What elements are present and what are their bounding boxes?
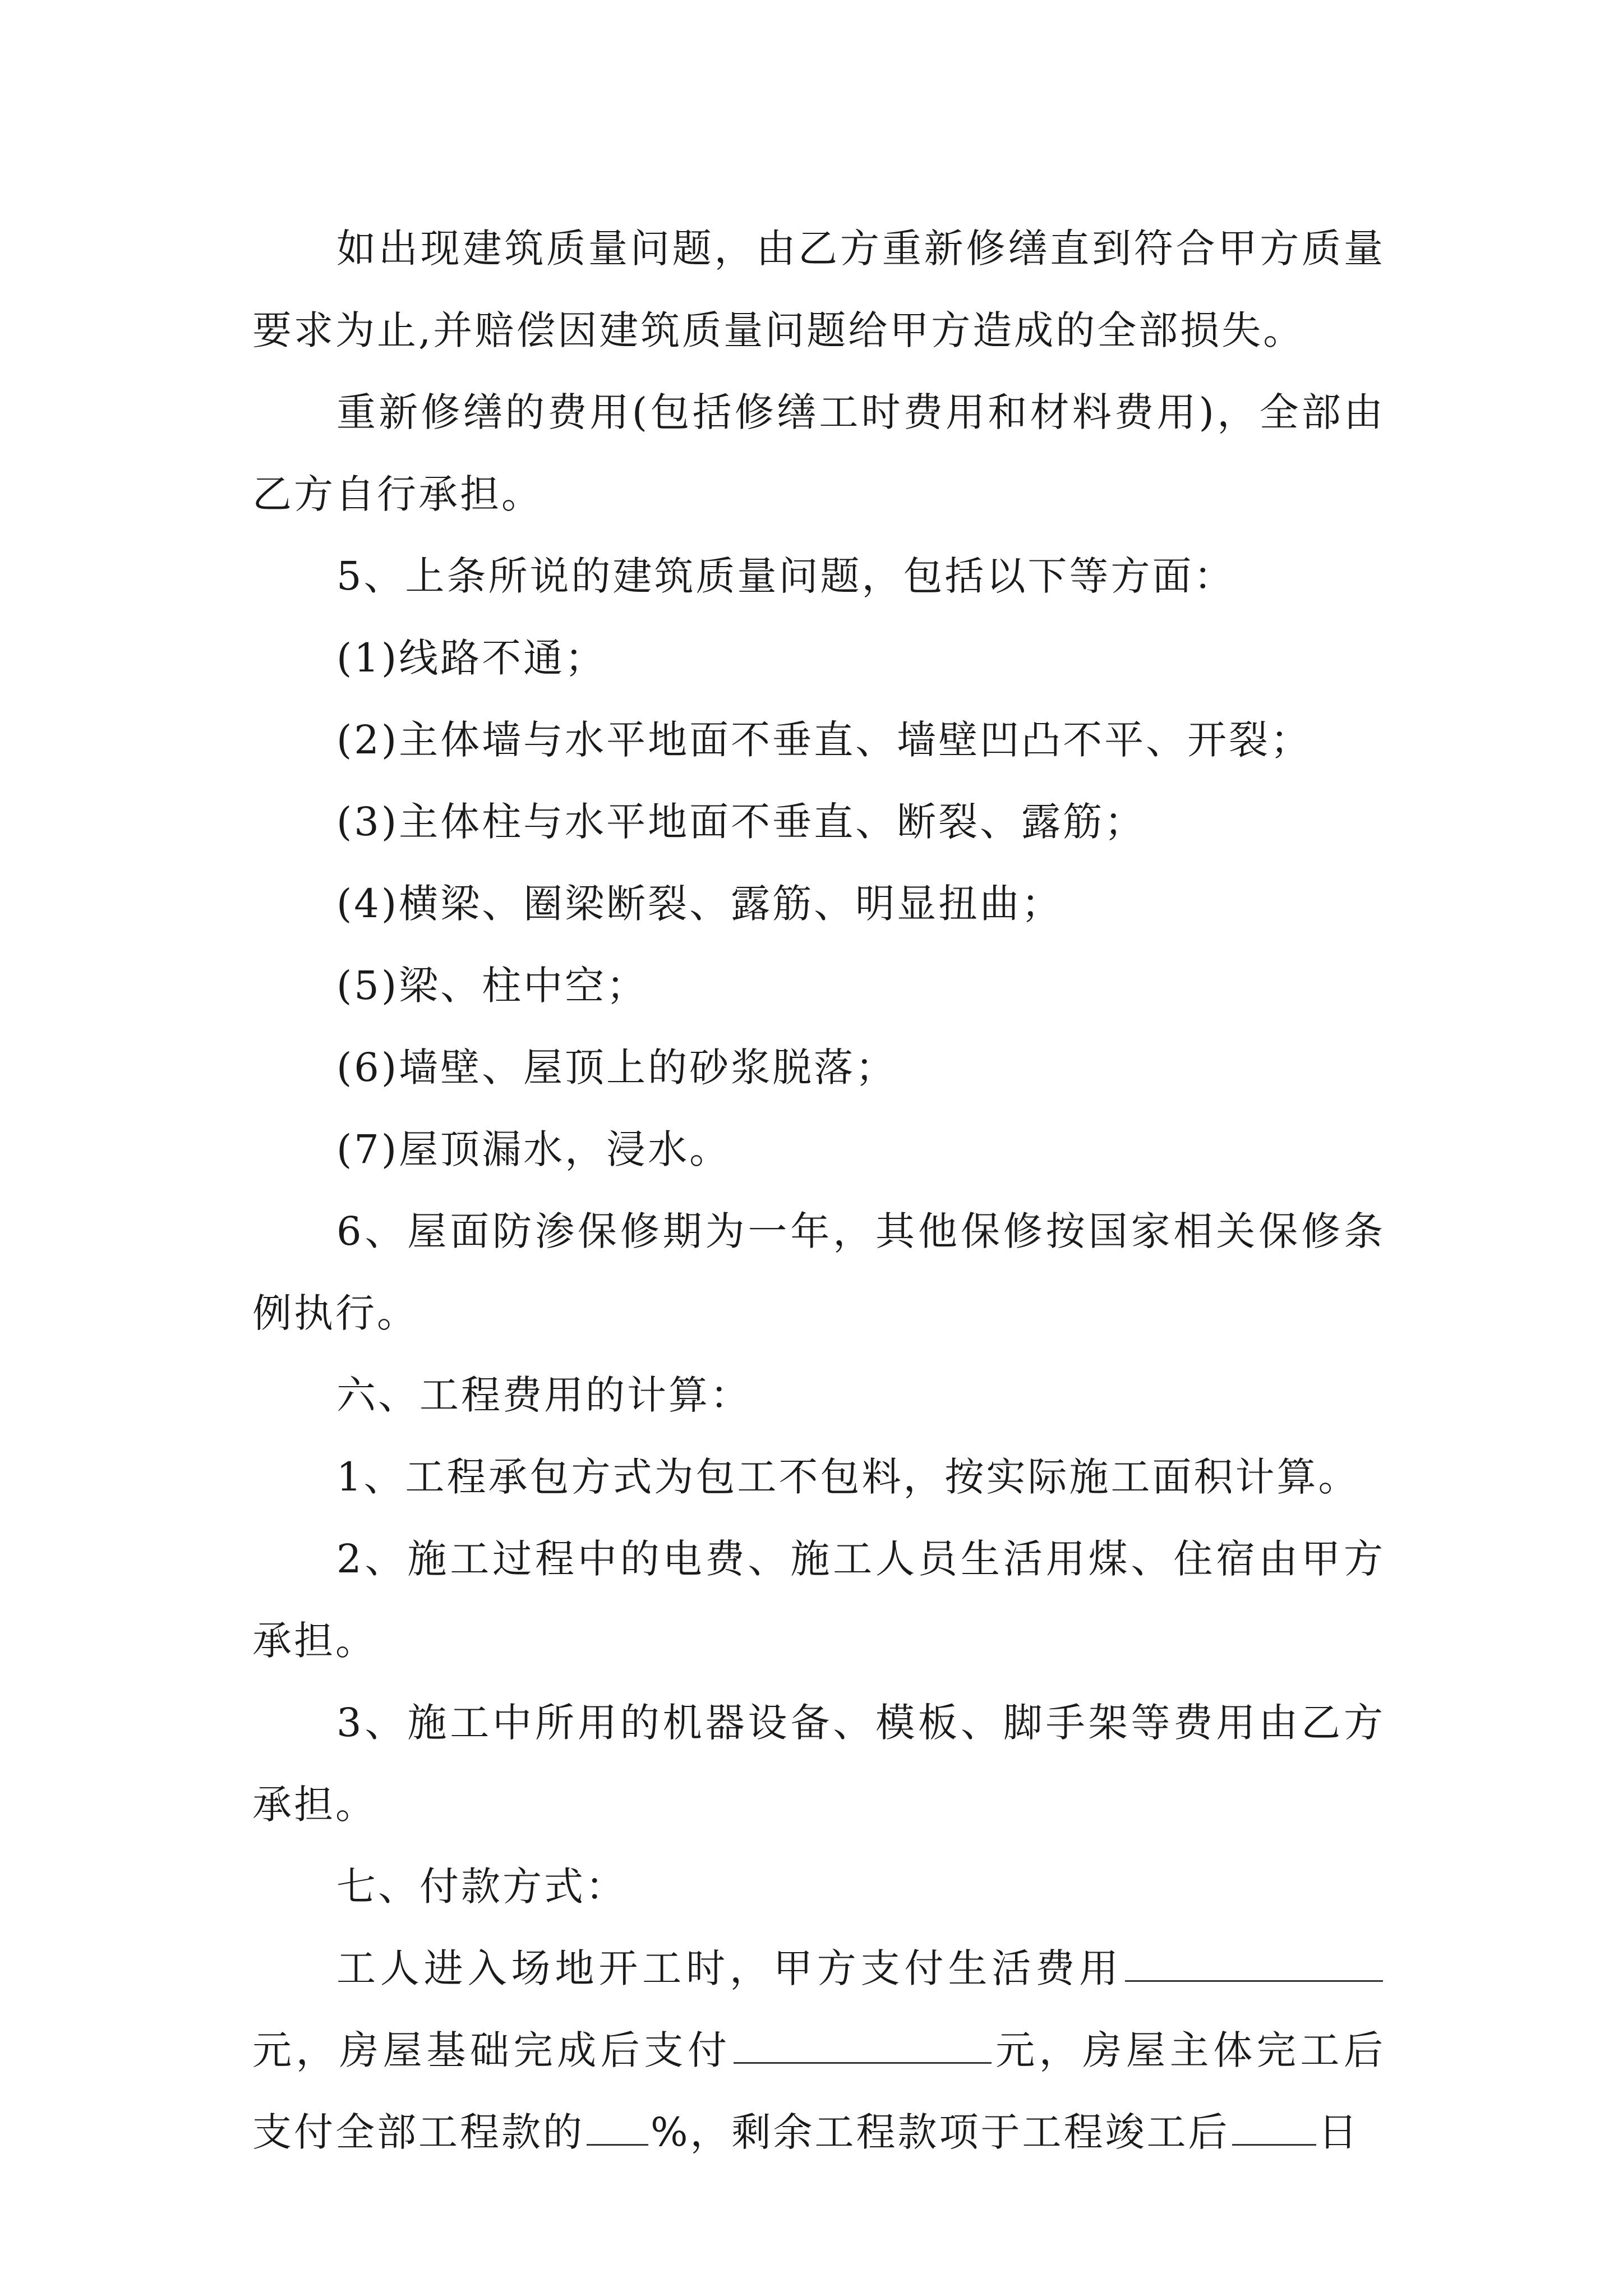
- payment-text-3: 元，房屋主体完工后支付全部工程款的: [252, 2027, 1386, 2155]
- document-body: [252, 208, 1385, 2173]
- list-item: (3)主体柱与水平地面不垂直、断裂、露筋；: [336, 799, 1146, 845]
- paragraph-repair-liability: 如出现建筑质量问题，由乙方重新修缮直到符合甲方质量要求为止,并赔偿因建筑质量问题给甲方造成的全部损失。: [252, 226, 1385, 353]
- blank-days[interactable]: [1232, 2110, 1316, 2146]
- paragraph-warranty: 6、屋面防渗保修期为一年，其他保修按国家相关保修条例执行。: [252, 1208, 1385, 1336]
- paragraph-equipment-costs: 3、施工中所用的机器设备、模板、脚手架等费用由乙方承担。: [252, 1700, 1385, 1828]
- paragraph-quality-issues-intro: 5、上条所说的建筑质量问题，包括以下等方面：: [336, 553, 1235, 599]
- list-item: (4)横梁、圈梁断裂、露筋、明显扭曲；: [336, 881, 1063, 927]
- paragraph-payment-terms: [252, 1927, 1385, 2173]
- list-item: (7)屋顶漏水，浸水。: [336, 1126, 731, 1172]
- blank-percentage[interactable]: [587, 2110, 648, 2146]
- payment-text-4: %，剩余工程款项于工程竣工后: [651, 2109, 1230, 2155]
- blank-living-expenses[interactable]: [1125, 1947, 1383, 1982]
- paragraph-utility-costs: 2、施工过程中的电费、施工人员生活用煤、住宿由甲方承担。: [252, 1536, 1385, 1664]
- list-item: (6)墙壁、屋顶上的砂浆脱落；: [336, 1045, 897, 1091]
- section-heading-payment: 七、付款方式：: [336, 1864, 627, 1910]
- paragraph-contract-method: 1、工程承包方式为包工不包料，按实际施工面积计算。: [336, 1454, 1360, 1500]
- payment-text-2: 元，房屋基础完成后支付: [252, 2027, 731, 2073]
- paragraph-repair-cost: 重新修缮的费用(包括修缮工时费用和材料费用)，全部由乙方自行承担。: [252, 389, 1385, 517]
- list-item: (5)梁、柱中空；: [336, 963, 648, 1009]
- section-heading-cost-calculation: 六、工程费用的计算：: [336, 1372, 751, 1418]
- list-item: (1)线路不通；: [336, 635, 607, 681]
- blank-foundation-payment[interactable]: [734, 2028, 992, 2064]
- payment-text-1: 工人进入场地开工时，甲方支付生活费用: [336, 1945, 1123, 1991]
- list-item: (2)主体墙与水平地面不垂直、墙壁凹凸不平、开裂；: [336, 717, 1312, 763]
- payment-text-5: 日: [1318, 2109, 1360, 2155]
